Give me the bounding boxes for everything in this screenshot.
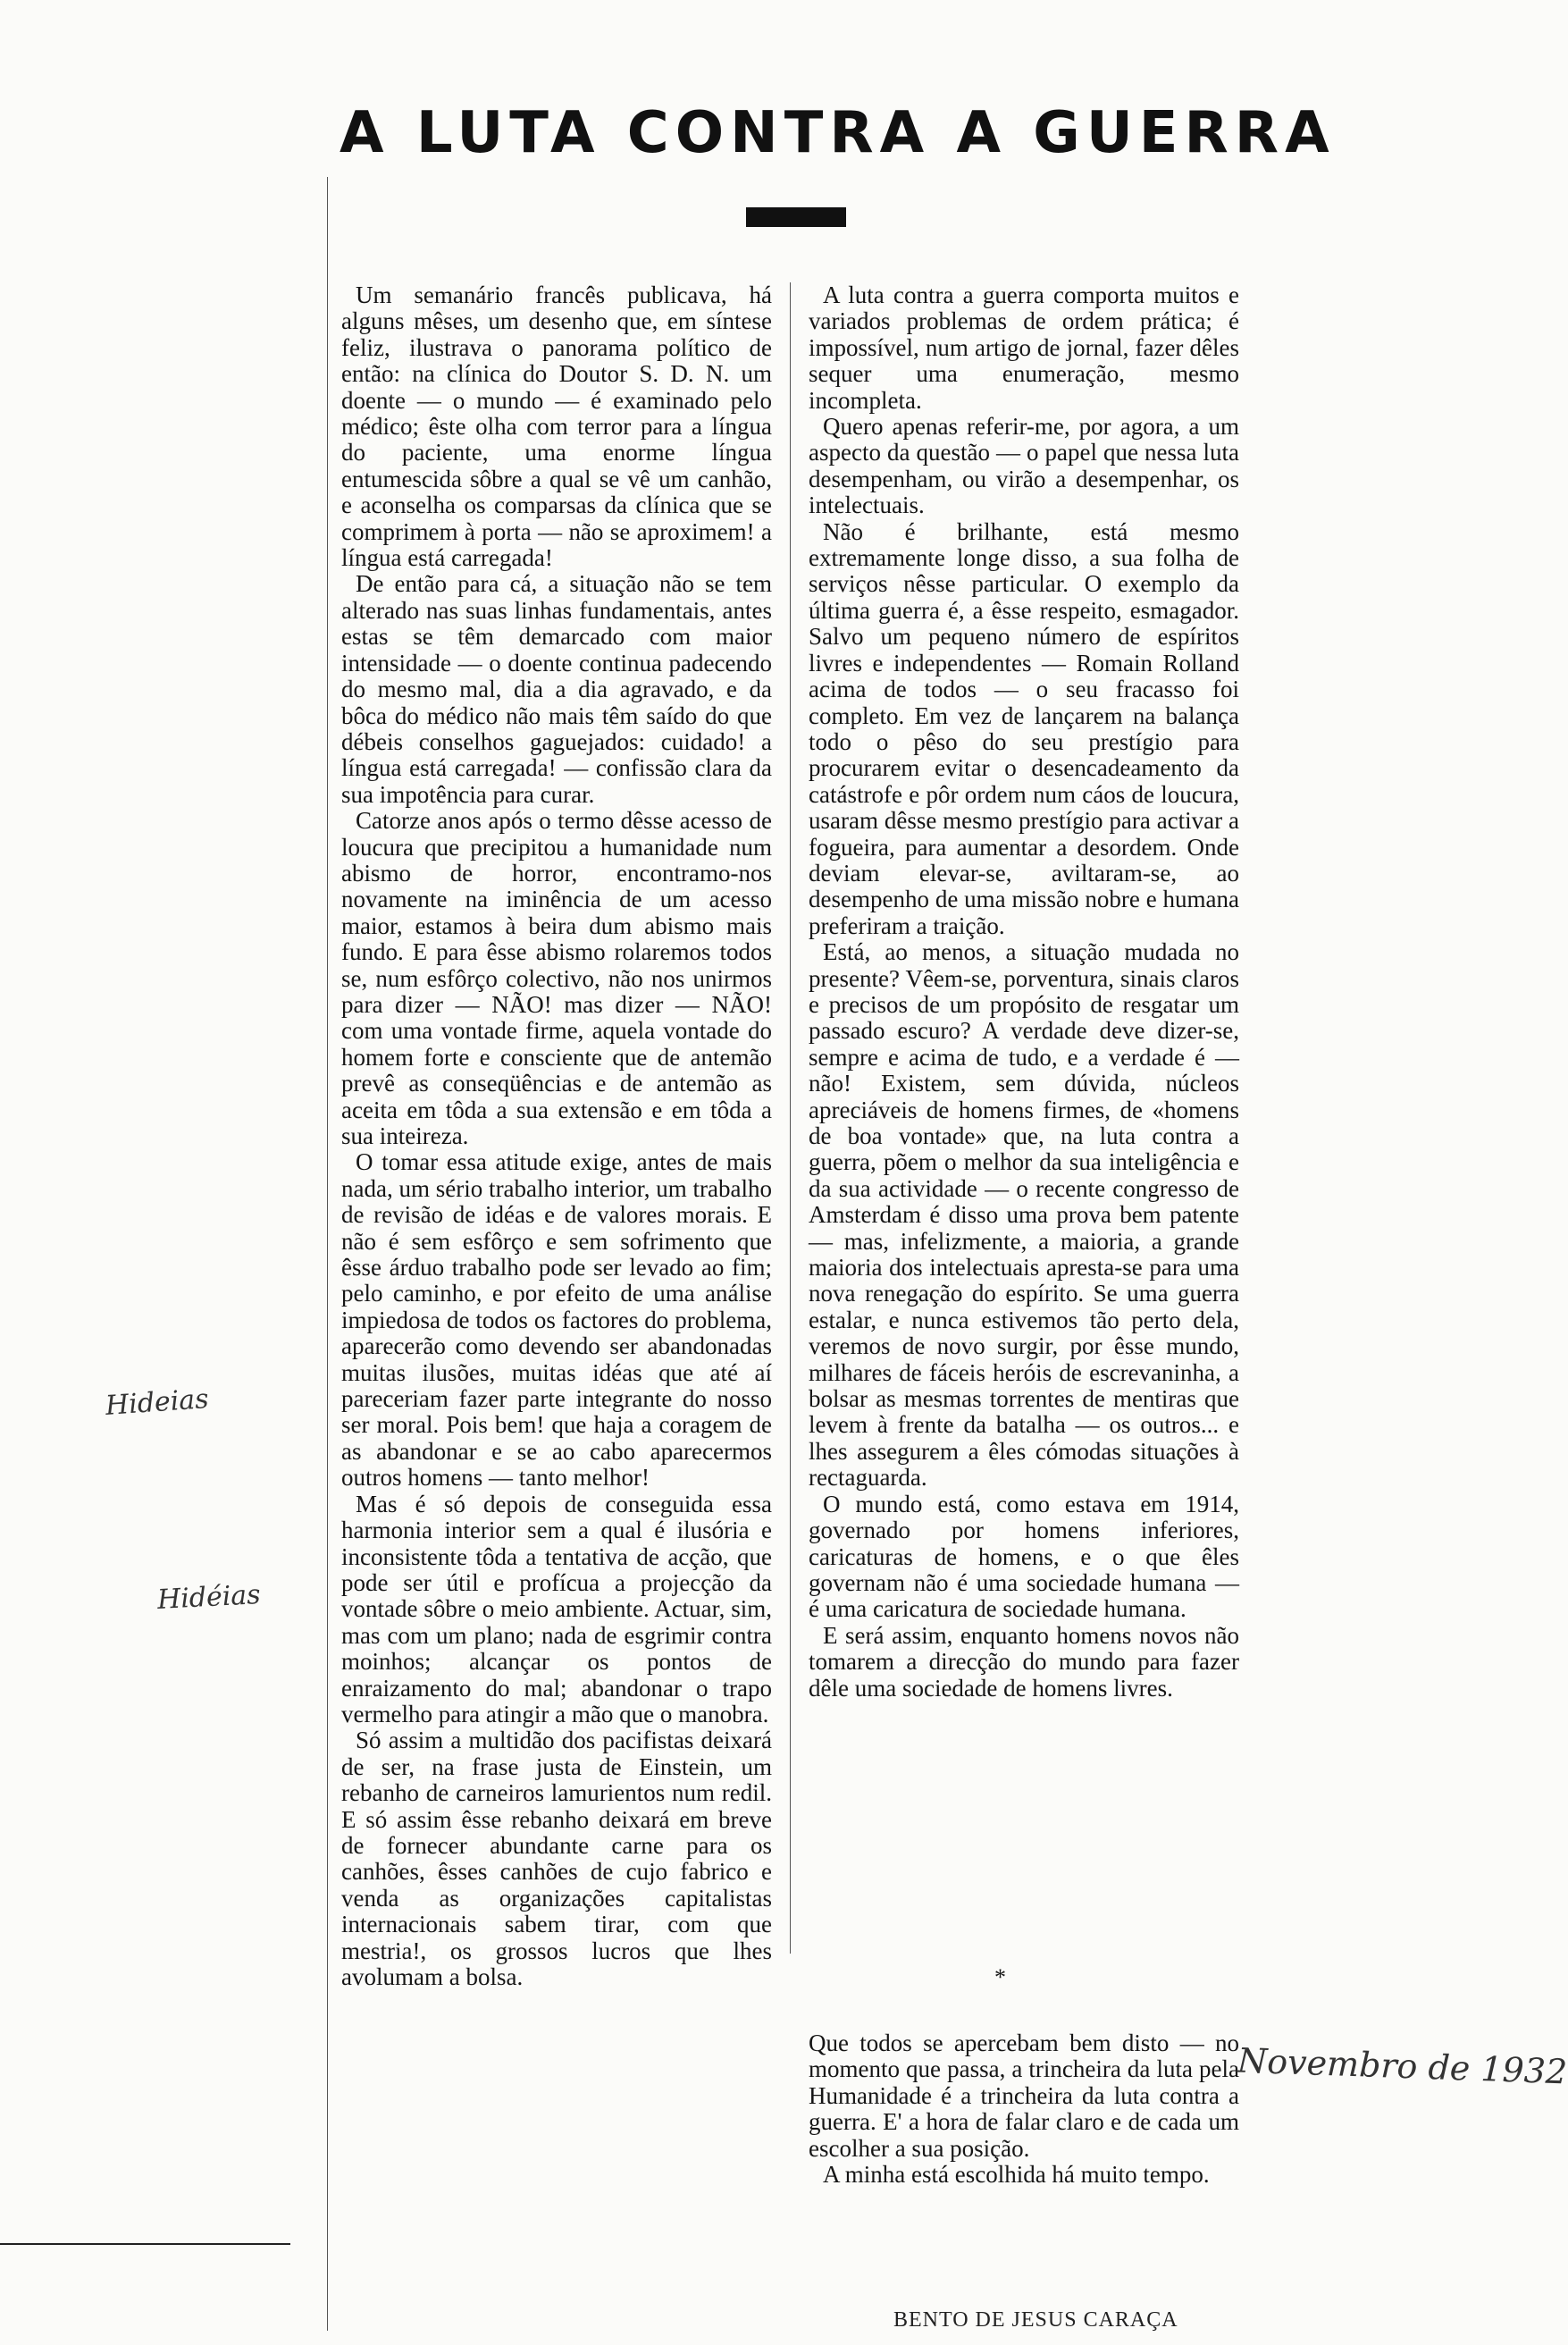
paragraph: A luta contra a guerra comporta muitos e variados problemas de ordem prática; é impossível, num artigo de jornal, fazer dêles sequer uma enumeração, mesmo incompleta.	[809, 282, 1239, 414]
paragraph: Que todos se apercebam bem disto — no momento que passa, a trincheira da luta pela Humanidade é a trincheira da luta contra a guerra. E' a hora de falar claro e de cada um escolher a sua posição.	[809, 2030, 1239, 2162]
paragraph: Quero apenas referir-me, por agora, a um aspecto da questão — o papel que nessa luta desempenham, ou virão a desempenhar, os intelectuais.	[809, 413, 1239, 519]
column-divider	[790, 282, 791, 1954]
paragraph: O mundo está, como estava em 1914, governado por homens inferiores, caricaturas de homens, e o que êles governam não é uma sociedade humana — é uma caricatura de sociedade humana.	[809, 1490, 1239, 1623]
handwritten-note: Hidéias	[156, 1578, 262, 1617]
left-column	[341, 282, 772, 1990]
handwritten-line	[0, 2243, 290, 2245]
title-rule	[746, 207, 846, 227]
paragraph: Um semanário francês publicava, há alguns mêses, um desenho que, em síntese feliz, ilustrava o panorama político de então: na clínica do Doutor S. D. N. um doente — o mundo — é examinado pelo médico; êste olha com terror para a língua do paciente, uma enorme língua entumescida sôbre a qual se vê um canhão, e aconselha os comparsas da clínica que se comprimem à porta — não se aproximem! a língua está carregada!	[341, 282, 772, 572]
author-signature: BENTO DE JESUS CARAÇA	[893, 2308, 1178, 2332]
paragraph: Só assim a multidão dos pacifistas deixará de ser, na frase justa de Einstein, um rebanho de carneiros lamurientos num redil. E só assim êsse rebanho deixará em breve de fornecer abundante carne para os canhões, êsses canhões de cujo fabrico e venda as organizações capitalistas internacionais sabem tirar, com que mestria!, os grossos lucros que lhes avolumam a bolsa.	[341, 1727, 772, 1990]
paragraph: O tomar essa atitude exige, antes de mais nada, um sério trabalho interior, um trabalho de revisão de idéas e de valores morais. E não é sem esfôrço e sem sofrimento que êsse árduo trabalho pode ser levado ao fim; pelo caminho, e por efeito de uma análise impiedosa de todos os factores do problema, aparecerão como devendo ser abandonadas muitas ilusões, muitas idéas que até aí pareceriam fazer parte integrante do nosso ser moral. Pois bem! que haja a coragem de as abandonar e se ao cabo aparecermos outros homens — tanto melhor!	[341, 1148, 772, 1492]
closing-section	[809, 2030, 1239, 2188]
handwritten-date: Novembro de 1932	[1237, 2040, 1568, 2092]
handwritten-note: Hideias	[104, 1383, 210, 1422]
paragraph: De então para cá, a situação não se tem alterado nas suas linhas fundamentais, antes estas se têm demarcado com maior intensidade — o doente continua padecendo do mesmo mal, dia a dia agravado, e da bôca do médico não mais têm saído do que débeis conselhos gaguejados: cuidado! a língua está carregada! — confissão clara da sua impotência para curar.	[341, 570, 772, 808]
paragraph: Catorze anos após o termo dêsse acesso de loucura que precipitou a humanidade num abismo de horror, encontramo-nos novamente na iminência de um acesso maior, estamos à beira dum abismo mais fundo. E para êsse abismo rolaremos todos se, num esfôrço colectivo, não nos unirmos para dizer — NÃO! mas dizer — NÃO! com uma vontade firme, aquela vontade do homem forte e consciente que de antemão prevê as conseqüências e de antemão as aceita em tôda a sua extensão e em tôda a sua inteireza.	[341, 807, 772, 1149]
paragraph: E será assim, enquanto homens novos não tomarem a direcção do mundo para fazer dêle uma sociedade de homens livres.	[809, 1621, 1239, 1702]
paragraph: A minha está escolhida há muito tempo.	[823, 2161, 1210, 2189]
paragraph: Não é brilhante, está mesmo extremamente longe disso, a sua folha de serviços nêsse particular. O exemplo da última guerra é, a êsse respeito, esmagador. Salvo um pequeno número de espíritos livres e independentes — Romain Rolland acima de todos — o seu fracasso foi completo. Em vez de lançarem na balança todo o pêso do seu prestígio para procurarem evitar o desencadeamento da catástrofe e pôr ordem num cáos de loucura, usaram dêsse mesmo prestígio para activar a fogueira, para aumentar a desordem. Onde deviam elevar-se, aviltaram-se, ao desempenho de uma missão nobre e humana preferiram a traição.	[809, 517, 1239, 939]
right-column	[809, 282, 1239, 1702]
section-separator: *	[994, 1964, 1006, 1990]
paragraph: Mas é só depois de conseguida essa harmonia interior sem a qual é ilusória e inconsistente tôda a tentativa de acção, que pode ser útil e profícua a projecção da vontade sôbre o meio ambiente. Actuar, sim, mas com um plano; nada de esgrimir contra moinhos; alcançar os pontos de enraizamento do mal; abandonar o trapo vermelho para atingir a mão que o manobra.	[341, 1490, 772, 1727]
paragraph: Está, ao menos, a situação mudada no presente? Vêem-se, porventura, sinais claros e precisos de um propósito de resgatar um passado escuro? A verdade deve dizer-se, sempre e acima de tudo, e a verdade é — não! Existem, sem dúvida, núcleos apreciáveis de homens firmes, de «homens de boa vontade» que, na luta contra a guerra, põem o melhor da sua inteligência e da sua actividade — o recente congresso de Amsterdam é disso uma prova bem patente — mas, infelizmente, a maioria, a grande maioria dos intelectuais apresta-se para uma nova renegação do espírito. Se uma guerra estalar, e nunca estivemos tão perto dela, veremos de novo surgir, por êsse mundo, milhares de fáceis heróis de escrevaninha, a bolsar as mesmas torrentes de mentiras que levem à frente da batalha — os outros... e lhes assegurem a êles cómodas situações à rectaguarda.	[809, 938, 1239, 1492]
left-margin-line	[327, 177, 328, 2331]
article-title: A LUTA CONTRA A GUERRA	[340, 100, 1336, 166]
